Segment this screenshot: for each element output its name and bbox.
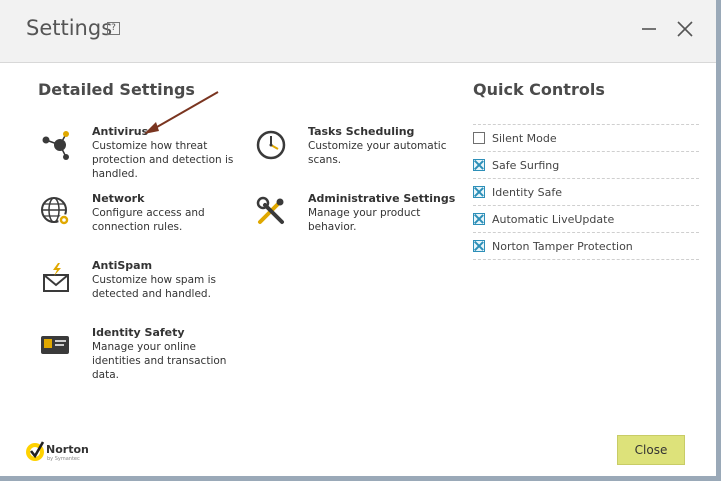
detailed-settings-title: Detailed Settings <box>38 80 195 99</box>
window-frame-bottom <box>0 476 721 481</box>
setting-description: Customize how spam is detected and handled. <box>92 274 216 300</box>
clock-icon <box>254 127 288 161</box>
quick-control-silent-mode[interactable] <box>473 124 699 152</box>
norton-check-icon <box>24 438 46 464</box>
silent-mode-checkbox[interactable] <box>473 132 485 144</box>
minimize-button[interactable] <box>634 14 664 44</box>
quick-control-tamper-protection[interactable] <box>473 233 699 260</box>
setting-description: Configure access and connection rules. <box>92 207 205 233</box>
quick-control-label: Automatic LiveUpdate <box>492 212 615 226</box>
norton-logo <box>24 438 94 464</box>
minimize-icon <box>640 20 658 38</box>
quick-controls-title: Quick Controls <box>473 80 605 99</box>
setting-name: Identity Safety <box>92 326 185 339</box>
quick-control-identity-safe[interactable] <box>473 179 699 206</box>
setting-name: Tasks Scheduling <box>308 125 415 138</box>
tamper-protection-checkbox[interactable] <box>473 240 485 252</box>
logo-subtext: by Symantec <box>47 456 80 462</box>
title-bar <box>0 0 716 63</box>
setting-name: Network <box>92 192 145 205</box>
quick-control-automatic-liveupdate[interactable] <box>473 206 699 233</box>
logo-text: Norton <box>46 443 89 456</box>
identity-safe-checkbox[interactable] <box>473 186 485 198</box>
quick-control-label: Norton Tamper Protection <box>492 239 633 253</box>
close-window-button[interactable] <box>670 14 700 44</box>
close-button[interactable]: Close <box>617 435 685 465</box>
safe-surfing-checkbox[interactable] <box>473 159 485 171</box>
setting-description: Customize your automatic scans. <box>308 140 447 166</box>
window-frame-right <box>716 0 721 481</box>
wrench-screwdriver-icon <box>254 194 288 228</box>
setting-name: Antivirus <box>92 125 149 138</box>
setting-description: Manage your online identities and transaction data. <box>92 341 227 381</box>
annotation-arrow-icon <box>140 88 225 138</box>
setting-description: Customize how threat protection and detection is handled. <box>92 140 234 180</box>
automatic-liveupdate-checkbox[interactable] <box>473 213 485 225</box>
setting-name: Administrative Settings <box>308 192 456 205</box>
help-icon[interactable]: ? <box>107 22 120 35</box>
setting-name: AntiSpam <box>92 259 153 272</box>
window-title: Settings <box>26 16 113 40</box>
quick-control-label: Silent Mode <box>492 131 557 145</box>
quick-control-label: Identity Safe <box>492 185 563 199</box>
close-icon <box>676 20 694 38</box>
quick-control-safe-surfing[interactable] <box>473 152 699 179</box>
quick-control-label: Safe Surfing <box>492 158 560 172</box>
envelope-lightning-icon <box>38 261 72 295</box>
setting-description: Manage your product behavior. <box>308 207 421 233</box>
id-card-icon <box>38 328 72 362</box>
molecule-icon <box>38 127 72 161</box>
quick-controls-list <box>473 124 699 260</box>
globe-gear-icon <box>38 194 72 228</box>
